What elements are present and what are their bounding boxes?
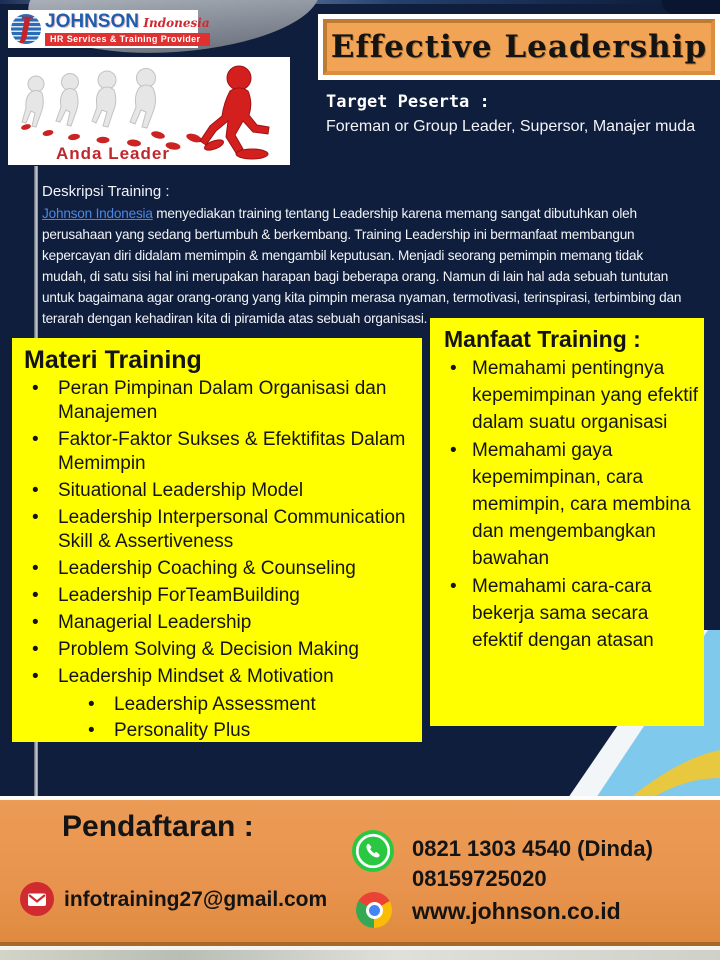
- page-title: Effective Leadership: [330, 29, 708, 65]
- bottom-strip-gray: [0, 950, 720, 960]
- company-logo: [8, 10, 210, 48]
- description-section: [42, 183, 690, 329]
- materi-sublist: [22, 692, 416, 744]
- phone-number-1: 0821 1303 4540 (Dinda): [412, 836, 653, 861]
- globe-icon: [11, 14, 41, 44]
- manfaat-item: • Memahami pentingnya kepemimpinan yang efektif dalam suatu organisasi: [442, 355, 698, 436]
- chrome-icon-center: [369, 905, 380, 916]
- materi-item: • Leadership Interpersonal Communication Skill & Assertiveness: [22, 506, 416, 554]
- target-body: Foreman or Group Leader, Supersor, Manajer muda: [326, 118, 696, 135]
- website-url: www.johnson.co.id: [412, 898, 621, 924]
- hero-caption: Anda Leader: [56, 144, 170, 163]
- materi-list: [22, 377, 416, 689]
- target-section: [326, 92, 698, 137]
- logo-country: Indonesia: [143, 16, 210, 30]
- description-heading: Deskripsi Training :: [42, 183, 170, 200]
- materi-item: • Leadership ForTeamBuilding: [22, 584, 416, 608]
- manfaat-item: • Memahami cara-cara bekerja sama secara efektif dengan atasan: [442, 573, 698, 654]
- manfaat-item: • Memahami gaya kepemimpinan, cara memimpin, cara membina dan mengembangkan bawahan: [442, 437, 698, 572]
- description-text: menyediakan training tentang Leadership karena memang sangat dibutuhkan oleh perusahaan yang sedang bertumbuh & berkembang. Training Leadership ini bermanfaat membangun kepercayan diri didalam memimpin & mengambil keputusan. Menjadi seorang pemimpin memang tidak mudah, di satu sisi hal ini merupakan harapan bagi beberapa orang. Namun di lain hal ada sebuah tuntutan untuk bagaimana agar orang-orang yang kita pimpin merasa nyaman, termotivasi, terinspirasi, terbimbing dan terarah dengan kehadiran kita di piramida atas sebuah organisasi.: [42, 206, 682, 326]
- materi-item: • Leadership Coaching & Counseling: [22, 557, 416, 581]
- chrome-icon: [356, 892, 392, 928]
- johnson-indonesia-link[interactable]: Johnson Indonesia: [42, 206, 153, 221]
- materi-sub-item: • Leadership Assessment: [22, 692, 416, 718]
- materi-item: • Faktor-Faktor Sukses & Efektifitas Dalam Memimpin: [22, 428, 416, 476]
- manfaat-heading: Manfaat Training :: [444, 326, 641, 352]
- follower-figures: [22, 69, 156, 129]
- materi-item: • Managerial Leadership: [22, 611, 416, 635]
- materi-item: • Peran Pimpinan Dalam Organisasi dan Manajemen: [22, 377, 416, 425]
- leader-illustration: [8, 57, 290, 165]
- phone-number-2: 08159725020: [412, 866, 547, 891]
- title-frame: [318, 14, 720, 80]
- target-heading: Target Peserta :: [326, 92, 490, 112]
- email-icon: [20, 882, 54, 916]
- leader-figure: [200, 66, 269, 159]
- logo-brand-name: JOHNSON: [45, 11, 139, 32]
- materi-item: • Leadership Mindset & Motivation: [22, 665, 416, 689]
- top-right-corner-shape: [662, 0, 720, 14]
- materi-training-box: [12, 338, 422, 742]
- title-box: [323, 19, 715, 75]
- chrome-icon-inner: [366, 902, 383, 919]
- materi-item: • Situational Leadership Model: [22, 479, 416, 503]
- whatsapp-icon: [352, 830, 394, 872]
- description-body: [42, 203, 690, 329]
- logo-monogram: J: [18, 14, 32, 44]
- phone-numbers: [412, 834, 653, 894]
- leader-illustration-graphic: [8, 57, 290, 165]
- logo-text: [45, 12, 210, 46]
- email-address: infotraining27@gmail.com: [64, 888, 328, 911]
- materi-item: • Problem Solving & Decision Making: [22, 638, 416, 662]
- logo-tagline: HR Services & Training Provider: [45, 33, 210, 46]
- footer-heading: Pendaftaran :: [62, 810, 254, 843]
- footer: [0, 800, 720, 942]
- materi-sub-item: • Personality Plus: [22, 718, 416, 744]
- manfaat-list: [442, 355, 698, 654]
- materi-heading: Materi Training: [24, 346, 202, 374]
- manfaat-training-box: [430, 318, 704, 726]
